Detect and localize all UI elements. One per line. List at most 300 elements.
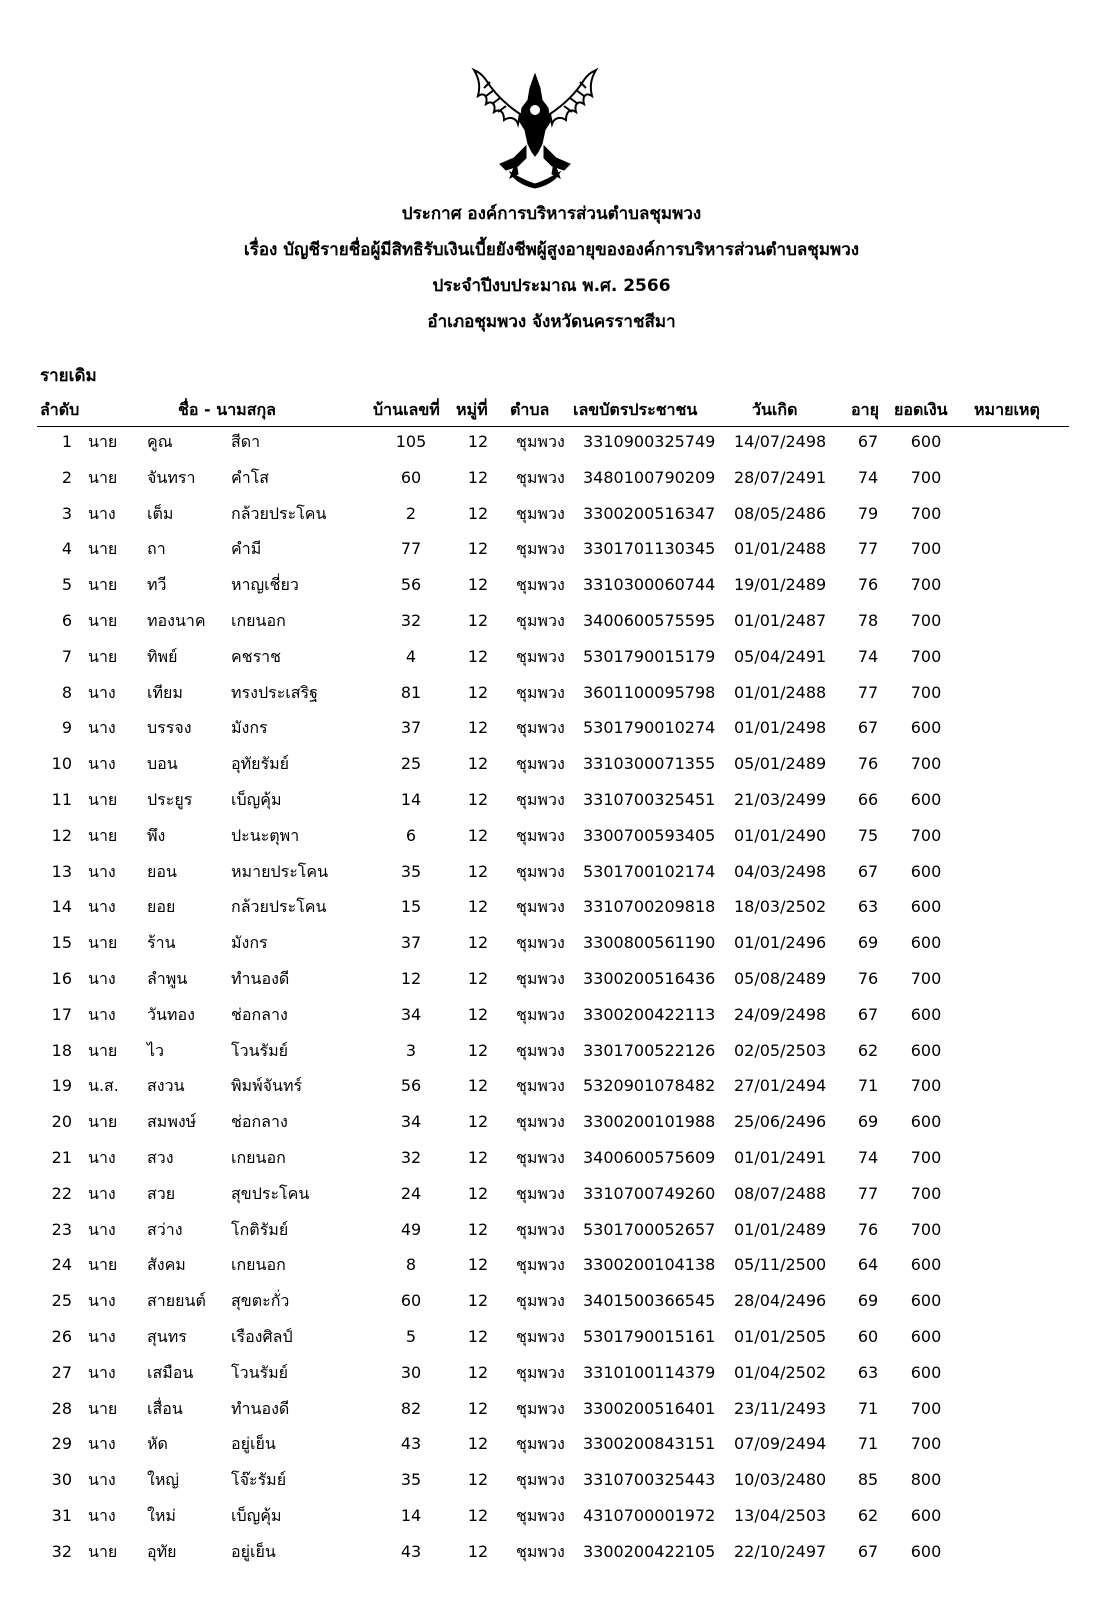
- row-amount: 600: [910, 432, 942, 451]
- row-number: 30: [51, 1470, 72, 1490]
- row-amount: 600: [910, 1541, 942, 1561]
- row-title: นาย: [88, 539, 118, 559]
- row-id-number: 3310900325749: [583, 432, 716, 451]
- row-moo: 12: [467, 861, 489, 881]
- row-id-number: 3480100790209: [583, 467, 716, 487]
- row-number: 11: [51, 789, 72, 809]
- row-house-number: 2: [405, 503, 417, 523]
- row-last-name: มังกร: [231, 933, 268, 953]
- row-title: นาย: [88, 610, 118, 630]
- row-first-name: ลำพูน: [147, 968, 188, 988]
- row-birth-date: 23/11/2493: [734, 1398, 827, 1418]
- row-age: 77: [857, 1183, 879, 1203]
- row-moo: 12: [467, 1040, 489, 1060]
- row-title: นาง: [88, 968, 116, 988]
- row-first-name: หัด: [147, 1434, 168, 1454]
- row-first-name: บอน: [147, 754, 178, 774]
- row-last-name: สีดา: [231, 432, 261, 451]
- row-last-name: คชราช: [231, 646, 281, 666]
- table-row: [0, 1399, 1103, 1435]
- row-moo: 12: [467, 682, 489, 702]
- row-number: 14: [51, 897, 72, 917]
- row-title: นาย: [88, 467, 118, 487]
- row-tambon: ชุมพวง: [516, 1219, 565, 1239]
- row-house-number: 24: [400, 1183, 422, 1203]
- row-first-name: วันทอง: [147, 1004, 195, 1024]
- row-moo: 12: [467, 1434, 489, 1454]
- table-row: [0, 1470, 1103, 1506]
- row-age: 77: [857, 682, 879, 702]
- row-first-name: พึง: [147, 825, 166, 845]
- table-body: [0, 432, 1103, 1578]
- row-birth-date: 22/10/2497: [734, 1541, 827, 1561]
- announcement-subject: เรื่อง บัญชีรายชื่อผู้มีสิทธิรับเงินเบี้ยยังชีพผู้สูงอายุขององค์การบริหารส่วนตำบลชุมพวง: [243, 240, 860, 260]
- row-first-name: ถา: [147, 539, 166, 559]
- row-first-name: ประยูร: [147, 789, 193, 809]
- row-moo: 12: [467, 432, 489, 451]
- table-row: [0, 683, 1103, 719]
- row-first-name: ทองนาค: [147, 610, 206, 630]
- row-tambon: ชุมพวง: [516, 1434, 565, 1454]
- row-house-number: 14: [400, 1505, 422, 1525]
- row-tambon: ชุมพวง: [516, 1398, 565, 1418]
- row-birth-date: 02/05/2503: [734, 1040, 827, 1060]
- row-number: 4: [61, 539, 72, 559]
- row-age: 85: [857, 1470, 879, 1490]
- row-age: 76: [857, 968, 879, 988]
- col-header-name: ชื่อ - นามสกุล: [178, 400, 276, 419]
- row-house-number: 34: [400, 1004, 422, 1024]
- row-id-number: 3300200843151: [583, 1434, 716, 1454]
- row-id-number: 3310700209818: [583, 897, 716, 917]
- row-birth-date: 24/09/2498: [734, 1004, 827, 1024]
- col-header-age: อายุ: [851, 400, 879, 419]
- row-tambon: ชุมพวง: [516, 1147, 565, 1167]
- row-tambon: ชุมพวง: [516, 933, 565, 953]
- row-last-name: โกติรัมย์: [231, 1219, 289, 1239]
- row-tambon: ชุมพวง: [516, 467, 565, 487]
- row-house-number: 60: [400, 467, 422, 487]
- row-last-name: เกยนอก: [231, 610, 286, 630]
- col-header-house: บ้านเลขที่: [373, 400, 440, 419]
- table-row: [0, 718, 1103, 754]
- table-row: [0, 432, 1103, 468]
- row-tambon: ชุมพวง: [516, 789, 565, 809]
- row-number: 8: [61, 682, 72, 702]
- row-first-name: บรรจง: [147, 718, 192, 738]
- row-last-name: ปะนะตุพา: [231, 825, 300, 845]
- row-tambon: ชุมพวง: [516, 1040, 565, 1060]
- table-row: [0, 897, 1103, 933]
- row-moo: 12: [467, 968, 489, 988]
- row-title: นาง: [88, 754, 116, 774]
- row-birth-date: 08/07/2488: [734, 1183, 827, 1203]
- row-house-number: 37: [400, 933, 422, 953]
- row-age: 78: [857, 610, 879, 630]
- row-house-number: 35: [400, 1470, 422, 1490]
- row-age: 67: [857, 718, 879, 738]
- row-id-number: 3310700325451: [583, 789, 716, 809]
- garuda-emblem-icon: [470, 66, 600, 192]
- row-number: 20: [51, 1112, 72, 1132]
- row-id-number: 3310300060744: [583, 575, 716, 595]
- row-id-number: 3310700325443: [583, 1470, 716, 1490]
- table-row: [0, 1076, 1103, 1112]
- row-title: นาย: [88, 1112, 118, 1132]
- row-age: 79: [857, 503, 879, 523]
- row-title: นาย: [88, 575, 118, 595]
- row-moo: 12: [467, 467, 489, 487]
- row-amount: 700: [910, 682, 942, 702]
- row-number: 23: [51, 1219, 72, 1239]
- row-age: 76: [857, 575, 879, 595]
- row-number: 18: [51, 1040, 72, 1060]
- row-first-name: เสมือน: [147, 1362, 194, 1382]
- row-number: 15: [51, 933, 72, 953]
- row-birth-date: 01/01/2505: [734, 1326, 827, 1346]
- col-header-moo: หมู่ที่: [456, 400, 488, 419]
- row-first-name: ร้าน: [147, 933, 176, 953]
- row-amount: 600: [910, 1255, 942, 1275]
- row-age: 62: [857, 1040, 879, 1060]
- fiscal-year: ประจำปีงบประมาณ พ.ศ. 2566: [432, 276, 671, 296]
- row-title: นาง: [88, 1470, 116, 1490]
- row-moo: 12: [467, 897, 489, 917]
- row-age: 76: [857, 754, 879, 774]
- row-id-number: 3300200516347: [583, 503, 716, 523]
- row-age: 66: [857, 789, 879, 809]
- table-row: [0, 539, 1103, 575]
- row-first-name: ทวี: [147, 575, 167, 595]
- table-row: [0, 862, 1103, 898]
- row-last-name: กล้วยประโคน: [231, 897, 327, 917]
- row-birth-date: 10/03/2480: [734, 1470, 827, 1490]
- row-moo: 12: [467, 1326, 489, 1346]
- row-age: 60: [857, 1326, 879, 1346]
- row-number: 19: [51, 1076, 72, 1096]
- row-id-number: 3310100114379: [583, 1362, 716, 1382]
- row-tambon: ชุมพวง: [516, 1183, 565, 1203]
- row-first-name: เต็ม: [147, 503, 174, 523]
- col-header-no: ลำดับ: [40, 400, 80, 419]
- row-id-number: 3300200516436: [583, 968, 716, 988]
- row-number: 9: [61, 718, 72, 738]
- row-last-name: หาญเชี่ยว: [231, 575, 299, 595]
- row-number: 26: [51, 1326, 72, 1346]
- row-age: 67: [857, 432, 879, 451]
- row-title: นาง: [88, 1505, 116, 1525]
- row-birth-date: 13/04/2503: [734, 1505, 827, 1525]
- table-row: [0, 1112, 1103, 1148]
- row-house-number: 49: [400, 1219, 422, 1239]
- row-last-name: อุทัยรัมย์: [231, 754, 290, 774]
- row-tambon: ชุมพวง: [516, 754, 565, 774]
- row-first-name: ใหญ่: [147, 1470, 179, 1490]
- row-moo: 12: [467, 1255, 489, 1275]
- row-house-number: 77: [400, 539, 422, 559]
- row-id-number: 3310700749260: [583, 1183, 716, 1203]
- row-house-number: 81: [400, 682, 422, 702]
- row-moo: 12: [467, 503, 489, 523]
- row-amount: 600: [910, 1505, 942, 1525]
- row-number: 1: [61, 432, 72, 451]
- row-title: นาย: [88, 1040, 118, 1060]
- row-title: นาง: [88, 503, 116, 523]
- row-title: นาย: [88, 825, 118, 845]
- row-tambon: ชุมพวง: [516, 1326, 565, 1346]
- row-last-name: โวนรัมย์: [231, 1040, 289, 1060]
- col-header-dob: วันเกิด: [752, 400, 798, 419]
- row-id-number: 4310700001972: [583, 1505, 716, 1525]
- row-age: 71: [857, 1398, 879, 1418]
- row-age: 75: [857, 825, 879, 845]
- table-row: [0, 754, 1103, 790]
- row-last-name: มังกร: [231, 718, 268, 738]
- row-last-name: กล้วยประโคน: [231, 503, 327, 523]
- row-amount: 800: [910, 1470, 942, 1490]
- row-number: 12: [51, 825, 72, 845]
- row-birth-date: 01/01/2488: [734, 539, 827, 559]
- row-last-name: อยู่เย็น: [231, 1541, 276, 1561]
- row-last-name: สุขประโคน: [231, 1183, 310, 1203]
- row-first-name: สวย: [147, 1183, 176, 1203]
- row-title: นาง: [88, 1219, 116, 1239]
- row-id-number: 5301790010274: [583, 718, 716, 738]
- row-birth-date: 05/01/2489: [734, 754, 827, 774]
- row-number: 5: [61, 575, 72, 595]
- row-birth-date: 05/11/2500: [734, 1255, 827, 1275]
- col-header-id: เลขบัตรประชาชน: [573, 400, 698, 419]
- row-last-name: หมายประโคน: [231, 861, 329, 881]
- row-age: 71: [857, 1076, 879, 1096]
- row-birth-date: 05/04/2491: [734, 646, 827, 666]
- row-birth-date: 14/07/2498: [734, 432, 827, 451]
- row-birth-date: 01/01/2488: [734, 682, 827, 702]
- row-tambon: ชุมพวง: [516, 539, 565, 559]
- table-row: [0, 933, 1103, 969]
- row-id-number: 3301701130345: [583, 539, 716, 559]
- row-age: 71: [857, 1434, 879, 1454]
- row-age: 69: [857, 933, 879, 953]
- header-divider: [37, 426, 1069, 427]
- row-last-name: เบ็ญคุ้ม: [231, 1505, 282, 1525]
- row-moo: 12: [467, 825, 489, 845]
- row-birth-date: 01/01/2496: [734, 933, 827, 953]
- row-amount: 700: [910, 539, 942, 559]
- row-title: น.ส.: [88, 1076, 119, 1096]
- row-moo: 12: [467, 933, 489, 953]
- row-age: 69: [857, 1291, 879, 1311]
- row-last-name: อยู่เย็น: [231, 1434, 276, 1454]
- table-row: [0, 647, 1103, 683]
- row-id-number: 3301700522126: [583, 1040, 716, 1060]
- row-house-number: 56: [400, 575, 422, 595]
- row-birth-date: 28/04/2496: [734, 1291, 827, 1311]
- row-age: 67: [857, 861, 879, 881]
- row-number: 7: [61, 646, 72, 666]
- row-last-name: เรืองศิลป์: [231, 1326, 293, 1346]
- row-first-name: จันทรา: [147, 467, 196, 487]
- row-house-number: 56: [400, 1076, 422, 1096]
- table-row: [0, 1184, 1103, 1220]
- row-house-number: 30: [400, 1362, 422, 1382]
- row-first-name: สงวน: [147, 1076, 185, 1096]
- row-number: 16: [51, 968, 72, 988]
- row-first-name: ใหม่: [147, 1505, 176, 1525]
- table-row: [0, 826, 1103, 862]
- row-tambon: ชุมพวง: [516, 1004, 565, 1024]
- row-house-number: 5: [405, 1326, 417, 1346]
- row-amount: 600: [910, 933, 942, 953]
- row-moo: 12: [467, 539, 489, 559]
- row-number: 28: [51, 1398, 72, 1418]
- row-title: นาย: [88, 1398, 118, 1418]
- row-birth-date: 01/01/2491: [734, 1147, 827, 1167]
- row-id-number: 5301790015161: [583, 1326, 716, 1346]
- row-first-name: สมพงษ์: [147, 1112, 197, 1132]
- table-row: [0, 1220, 1103, 1256]
- row-title: นาง: [88, 718, 116, 738]
- table-row: [0, 468, 1103, 504]
- row-number: 6: [61, 610, 72, 630]
- row-number: 13: [51, 861, 72, 881]
- row-tambon: ชุมพวง: [516, 610, 565, 630]
- table-row: [0, 504, 1103, 540]
- row-title: นาง: [88, 861, 116, 881]
- row-id-number: 5301700102174: [583, 861, 716, 881]
- table-row: [0, 1148, 1103, 1184]
- row-amount: 700: [910, 968, 942, 988]
- row-first-name: ยอน: [147, 861, 177, 881]
- row-birth-date: 25/06/2496: [734, 1112, 827, 1132]
- row-house-number: 25: [400, 754, 422, 774]
- row-amount: 700: [910, 1398, 942, 1418]
- row-tambon: ชุมพวง: [516, 1362, 565, 1382]
- table-row: [0, 1363, 1103, 1399]
- row-birth-date: 01/01/2489: [734, 1219, 827, 1239]
- row-moo: 12: [467, 1291, 489, 1311]
- row-birth-date: 19/01/2489: [734, 575, 827, 595]
- row-amount: 700: [910, 754, 942, 774]
- table-row: [0, 1291, 1103, 1327]
- row-amount: 700: [910, 503, 942, 523]
- row-last-name: พิมพ์จันทร์: [231, 1076, 303, 1096]
- table-row: [0, 1255, 1103, 1291]
- row-age: 64: [857, 1255, 879, 1275]
- row-id-number: 3300200516401: [583, 1398, 716, 1418]
- row-number: 3: [61, 503, 72, 523]
- row-tambon: ชุมพวง: [516, 1255, 565, 1275]
- row-age: 67: [857, 1004, 879, 1024]
- row-title: นาง: [88, 1434, 116, 1454]
- row-house-number: 4: [405, 646, 417, 666]
- row-birth-date: 18/03/2502: [734, 897, 827, 917]
- row-last-name: ทำนองดี: [231, 1398, 290, 1418]
- row-amount: 700: [910, 1147, 942, 1167]
- row-age: 74: [857, 467, 879, 487]
- row-title: นาง: [88, 1326, 116, 1346]
- row-moo: 12: [467, 575, 489, 595]
- row-house-number: 3: [405, 1040, 417, 1060]
- row-amount: 700: [910, 610, 942, 630]
- row-id-number: 3400600575609: [583, 1147, 716, 1167]
- row-first-name: ทิพย์: [147, 646, 178, 666]
- row-last-name: คำมี: [231, 539, 262, 559]
- row-id-number: 3300800561190: [583, 933, 716, 953]
- row-first-name: สังคม: [147, 1255, 186, 1275]
- row-age: 63: [857, 897, 879, 917]
- row-amount: 600: [910, 1362, 942, 1382]
- row-first-name: สว่าง: [147, 1219, 183, 1239]
- row-house-number: 35: [400, 861, 422, 881]
- row-amount: 600: [910, 861, 942, 881]
- section-label: รายเดิม: [40, 366, 97, 386]
- row-first-name: อุทัย: [147, 1541, 177, 1561]
- row-house-number: 105: [395, 432, 427, 451]
- row-age: 77: [857, 539, 879, 559]
- row-id-number: 3300200101988: [583, 1112, 716, 1132]
- row-birth-date: 04/03/2498: [734, 861, 827, 881]
- row-moo: 12: [467, 1470, 489, 1490]
- row-tambon: ชุมพวง: [516, 1505, 565, 1525]
- row-house-number: 43: [400, 1434, 422, 1454]
- row-birth-date: 01/04/2502: [734, 1362, 827, 1382]
- row-tambon: ชุมพวง: [516, 432, 565, 451]
- row-house-number: 32: [400, 1147, 422, 1167]
- row-number: 32: [51, 1541, 72, 1561]
- announcement-title: ประกาศ องค์การบริหารส่วนตำบลชุมพวง: [401, 204, 702, 224]
- row-last-name: เกยนอก: [231, 1255, 286, 1275]
- row-moo: 12: [467, 1219, 489, 1239]
- row-amount: 700: [910, 575, 942, 595]
- row-title: นาย: [88, 933, 118, 953]
- row-birth-date: 21/03/2499: [734, 789, 827, 809]
- row-amount: 600: [910, 1326, 942, 1346]
- row-house-number: 60: [400, 1291, 422, 1311]
- row-age: 67: [857, 1541, 879, 1561]
- row-moo: 12: [467, 1183, 489, 1203]
- row-number: 22: [51, 1183, 72, 1203]
- row-first-name: ยอย: [147, 897, 176, 917]
- row-moo: 12: [467, 610, 489, 630]
- row-tambon: ชุมพวง: [516, 682, 565, 702]
- row-id-number: 3300200104138: [583, 1255, 716, 1275]
- row-tambon: ชุมพวง: [516, 1541, 565, 1561]
- row-title: นาย: [88, 1541, 118, 1561]
- table-row: [0, 611, 1103, 647]
- row-amount: 600: [910, 1112, 942, 1132]
- row-moo: 12: [467, 1541, 489, 1561]
- row-house-number: 82: [400, 1398, 422, 1418]
- table-row: [0, 1327, 1103, 1363]
- table-row: [0, 1041, 1103, 1077]
- row-last-name: ช่อกลาง: [231, 1004, 288, 1024]
- col-header-note: หมายเหตุ: [974, 400, 1040, 419]
- row-amount: 700: [910, 1076, 942, 1096]
- table-row: [0, 1542, 1103, 1578]
- row-amount: 600: [910, 897, 942, 917]
- col-header-amount: ยอดเงิน: [894, 400, 948, 419]
- row-tambon: ชุมพวง: [516, 575, 565, 595]
- row-tambon: ชุมพวง: [516, 503, 565, 523]
- row-tambon: ชุมพวง: [516, 825, 565, 845]
- row-id-number: 5301790015179: [583, 646, 716, 666]
- row-number: 10: [51, 754, 72, 774]
- row-id-number: 5301700052657: [583, 1219, 716, 1239]
- row-first-name: เสื่อน: [147, 1398, 183, 1418]
- row-amount: 700: [910, 1183, 942, 1203]
- row-age: 74: [857, 1147, 879, 1167]
